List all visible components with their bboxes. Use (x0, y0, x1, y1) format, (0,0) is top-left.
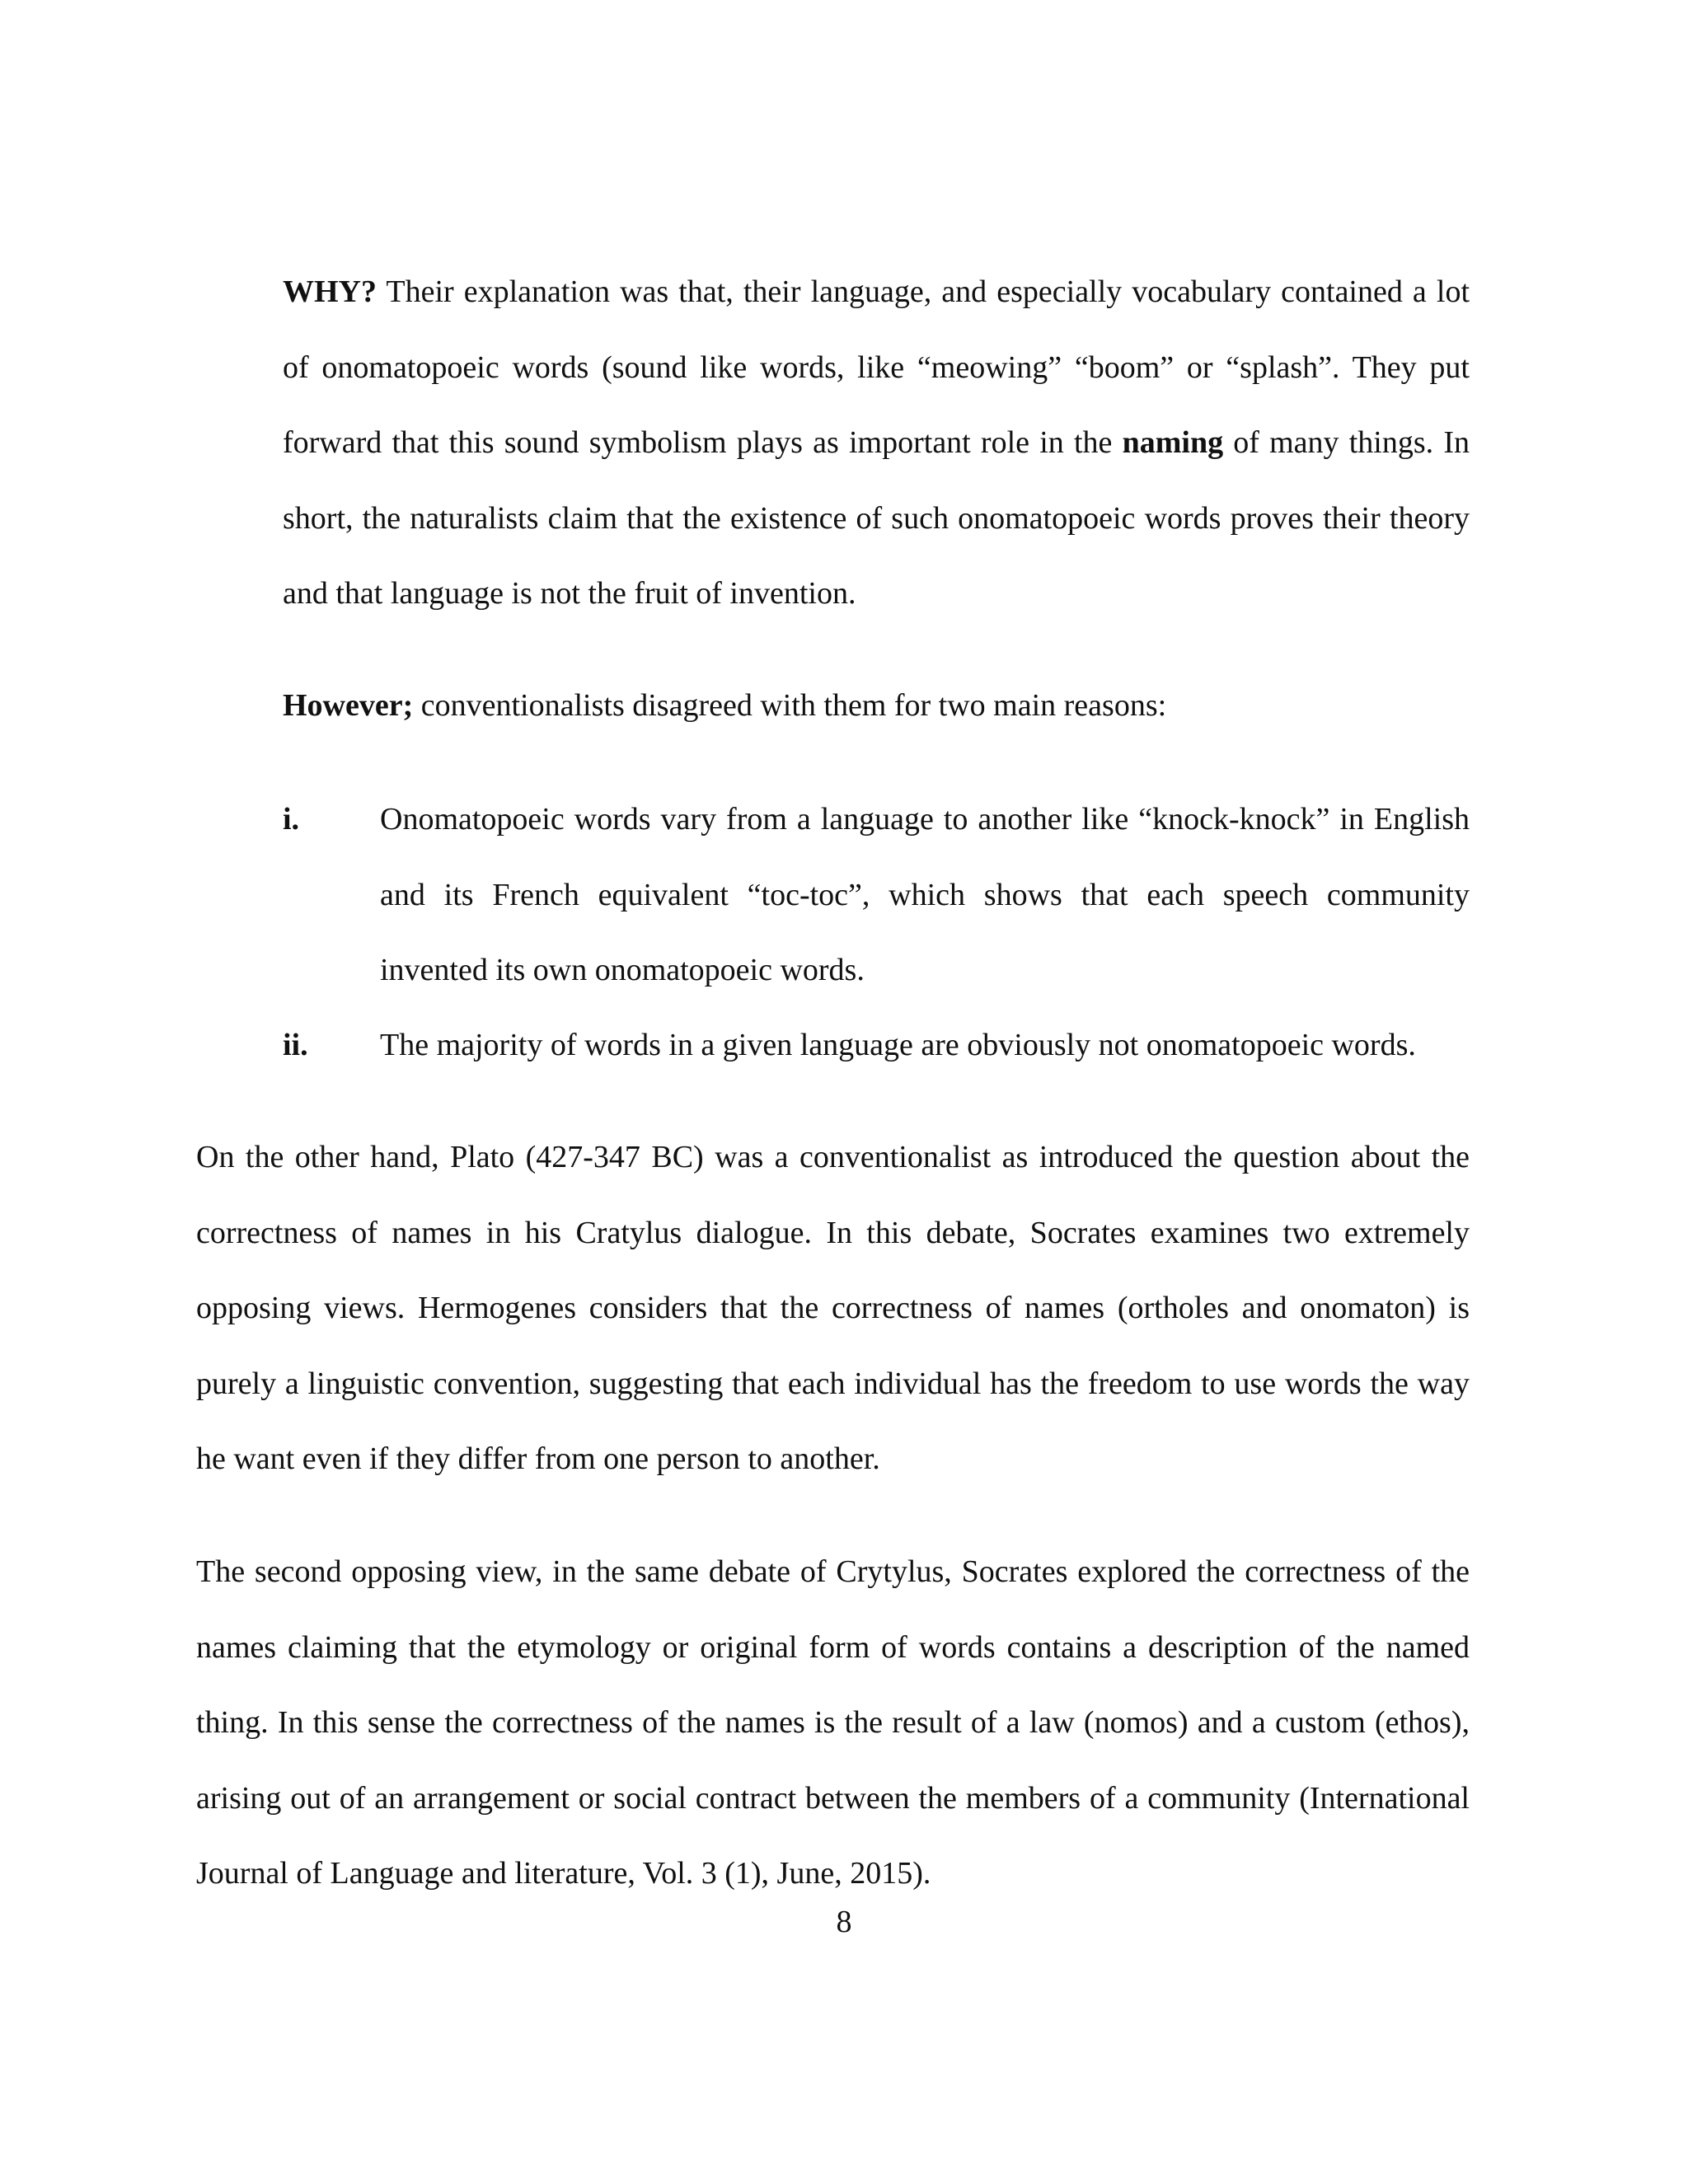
list-item-text: Onomatopoeic words vary from a language to another like “knock-knock” in English and its French equivalent “toc-toc”, which shows that each speech community invented its own onomatopoeic words. (380, 802, 1470, 987)
list-item-text: The majority of words in a given language are obviously not onomatopoeic words. (380, 1028, 1416, 1062)
why-text-b: of many things. In short, the naturalists claim that the existence of such onomatopoeic words proves their theory and that language is not the fruit of invention. (283, 425, 1470, 611)
why-lead: WHY? (283, 274, 377, 309)
naming-bold-word: naming (1122, 425, 1224, 460)
paragraph-plato: On the other hand, Plato (427-347 BC) was a conventionalist as introduced the question about the correctness of names in his Cratylus dialogue. In this debate, Socrates examines two extremely opposing views. Hermogenes considers that the correctness of names (ortholes and onomaton) is purely a linguistic convention, suggesting that each individual has the freedom to use words the way he want even if they differ from one person to another. (196, 1140, 1470, 1476)
why-text-a: Their explanation was that, their language, and especially vocabulary contained a lot of onomatopoeic words (sound like words, like “meowing” “boom” or “splash”. They put forward that this sound symbolism plays as important role in the (283, 274, 1470, 460)
however-text: conventionalists disagreed with them for two main reasons: (413, 688, 1167, 723)
however-lead: However; (283, 688, 414, 723)
paragraph-however (283, 668, 1470, 744)
page-number: 8 (836, 1905, 852, 1939)
paragraph-why (283, 255, 1470, 632)
paragraph-second-view: The second opposing view, in the same debate of Crytylus, Socrates explored the correctness of the names claiming that the etymology or original form of words contains a description of the named thing. In this sense the correctness of the names is the result of a law (nomos) and a custom (ethos), arising out of an arrangement or social contract between the members of a community (International Journal of Language and literature, Vol. 3 (1), June, 2015). (196, 1554, 1470, 1891)
list-item (283, 1008, 1470, 1084)
list-marker: ii. (283, 1028, 308, 1062)
list-marker: i. (283, 802, 300, 837)
list-item (283, 782, 1470, 1009)
